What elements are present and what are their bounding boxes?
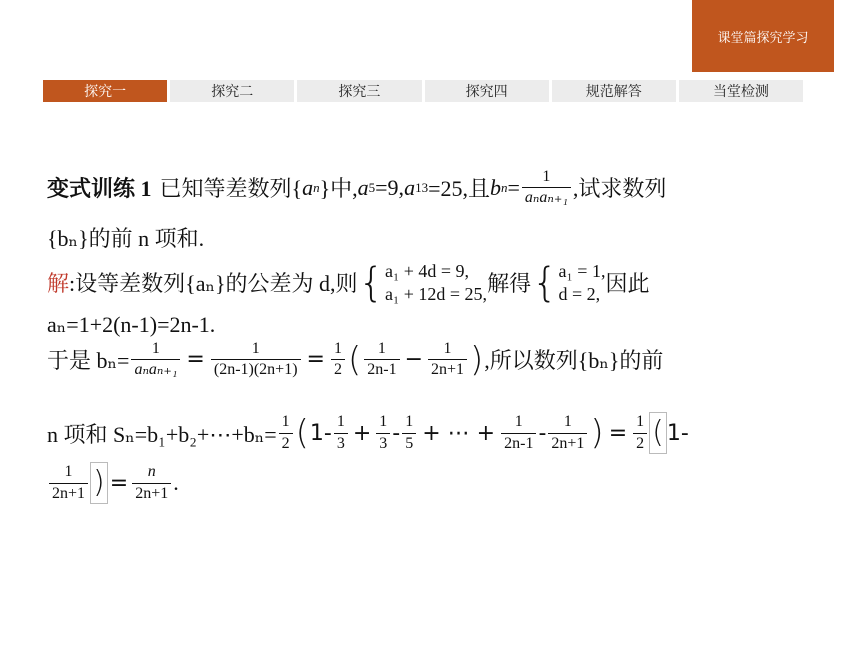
fraction-f1 — [131, 340, 180, 380]
sum-one: 1- — [309, 420, 332, 446]
tab-explore-4[interactable]: 探究四 — [425, 80, 549, 102]
tab-explore-2[interactable]: 探究二 — [170, 80, 294, 102]
problem-text-b: }中, — [319, 176, 358, 202]
bn: b — [489, 174, 501, 200]
res-den: 2n+1 — [132, 483, 171, 503]
s15-num: 1 — [405, 413, 414, 431]
left-brace-2: { — [532, 259, 558, 306]
boxed-left-paren: ( — [649, 412, 667, 454]
problem-line-1 — [47, 168, 666, 208]
f4-den: 2n+1 — [428, 359, 467, 379]
frac-den: aₙaₙ₊₁ — [522, 187, 571, 207]
solution-line-result — [47, 462, 179, 504]
left-brace: { — [358, 259, 384, 306]
minus-3: - — [538, 420, 547, 446]
boxed-right-paren: ) — [90, 462, 108, 504]
problem-text-a: 已知等差数列{ — [159, 176, 303, 202]
f3-num: 1 — [377, 340, 386, 357]
tab-explore-3[interactable]: 探究三 — [297, 80, 421, 102]
res-num: n — [147, 463, 156, 481]
a5: a — [357, 174, 369, 200]
left-paren: ( — [347, 339, 362, 380]
fraction-result — [132, 463, 171, 503]
right-paren: ) — [470, 339, 484, 380]
eq-25: =25,且 — [428, 176, 490, 202]
problem-label: 变式训练 1 — [47, 176, 152, 202]
sum-left-paren: ( — [295, 413, 309, 453]
tab-explore-1[interactable]: 探究一 — [43, 80, 167, 102]
sum-right-paren: ) — [590, 413, 604, 453]
s-half-num: 1 — [281, 413, 290, 431]
solve-word: 解得 — [487, 271, 532, 296]
s13-den: 3 — [334, 433, 348, 453]
sub-13: 13 — [415, 179, 429, 195]
fraction-last — [49, 463, 88, 503]
s-half2-num: 1 — [636, 413, 645, 431]
s15-den: 5 — [402, 433, 416, 453]
sub-5: 5 — [368, 179, 376, 195]
s-half-den: 2 — [279, 433, 293, 453]
minus-2: - — [392, 420, 401, 446]
fraction-s-half2 — [633, 413, 647, 453]
f3-den: 2n-1 — [364, 359, 399, 379]
sum-tail: 1- — [666, 420, 689, 446]
sum-prefix: n 项和 Sₙ=b₁+b₂+⋯+bₙ= — [47, 421, 277, 447]
solution-line-sum — [47, 412, 689, 454]
fraction-s15 — [402, 413, 416, 453]
tab-in-class-test[interactable]: 当堂检测 — [679, 80, 803, 102]
minus-1: − — [404, 347, 423, 373]
s13b-num: 1 — [379, 413, 388, 431]
eq-sign: = — [507, 174, 520, 200]
problem-text-c: ,试求数列 — [572, 176, 667, 202]
last-num: 1 — [64, 463, 73, 481]
f4-num: 1 — [443, 340, 452, 357]
equals-3: = — [608, 420, 628, 446]
section-label: 课堂篇探究学习 — [692, 0, 834, 72]
sol-2: d = 2, — [558, 283, 601, 304]
bn-fraction — [522, 168, 571, 208]
problem-line-2-text: {bₙ}的前 n 项和. — [47, 226, 205, 251]
solution-intro: :设等差数列{aₙ}的公差为 d,则 — [69, 271, 358, 296]
an-formula: aₙ=1+2(n-1)=2n-1. — [47, 312, 216, 337]
sub-n-b: n — [500, 179, 508, 195]
equation-system — [385, 260, 487, 305]
bn-suffix: ,所以数列{bₙ}的前 — [484, 348, 664, 374]
solution-line-bn — [47, 340, 663, 380]
final-period: . — [173, 470, 179, 495]
plus-1: + — [352, 420, 372, 446]
f1-num: 1 — [151, 340, 160, 357]
frac-num: 1 — [542, 168, 551, 185]
sb-den: 2n+1 — [548, 433, 587, 453]
sa-num: 1 — [514, 413, 523, 431]
fraction-half — [331, 340, 345, 380]
problem-line-2 — [47, 222, 204, 253]
f1-den: aₙaₙ₊₁ — [131, 359, 180, 379]
solution-system — [559, 260, 606, 305]
eq-sys-1: a₁ + 4d = 9, — [384, 261, 470, 281]
fraction-f3 — [364, 340, 399, 380]
fraction-s13 — [334, 413, 348, 453]
solution-line-1 — [47, 260, 649, 305]
sol-1: a₁ = 1, — [558, 261, 606, 281]
therefore-word: 因此 — [605, 271, 650, 296]
equals-4: = — [109, 470, 129, 496]
solution-line-an — [47, 312, 215, 338]
fraction-f4 — [428, 340, 467, 380]
half-num: 1 — [333, 340, 342, 357]
eq-sys-2: a₁ + 12d = 25, — [384, 283, 488, 304]
solution-label: 解 — [47, 271, 70, 296]
s13-num: 1 — [336, 413, 345, 431]
equals-2: = — [306, 347, 325, 373]
sa-den: 2n-1 — [501, 433, 536, 453]
last-den: 2n+1 — [49, 483, 88, 503]
equals-1: = — [186, 347, 205, 373]
seq-a: a — [302, 174, 314, 200]
fraction-s-half — [279, 413, 293, 453]
sum-dots: + ⋯ + — [422, 420, 496, 446]
fraction-f2 — [211, 340, 301, 380]
s-half2-den: 2 — [633, 433, 647, 453]
bn-prefix: 于是 bₙ= — [47, 348, 130, 374]
tab-bar — [43, 80, 803, 102]
fraction-sb — [548, 413, 587, 453]
f2-num: 1 — [251, 340, 260, 357]
tab-standard-answer[interactable]: 规范解答 — [552, 80, 676, 102]
sub-n: n — [313, 179, 320, 195]
fraction-s13b — [376, 413, 390, 453]
half-den: 2 — [331, 359, 345, 379]
a13: a — [404, 174, 416, 200]
sb-num: 1 — [563, 413, 572, 431]
s13b-den: 3 — [376, 433, 390, 453]
eq-9: =9, — [375, 174, 405, 200]
f2-den: (2n-1)(2n+1) — [211, 359, 301, 379]
fraction-sa — [501, 413, 536, 453]
